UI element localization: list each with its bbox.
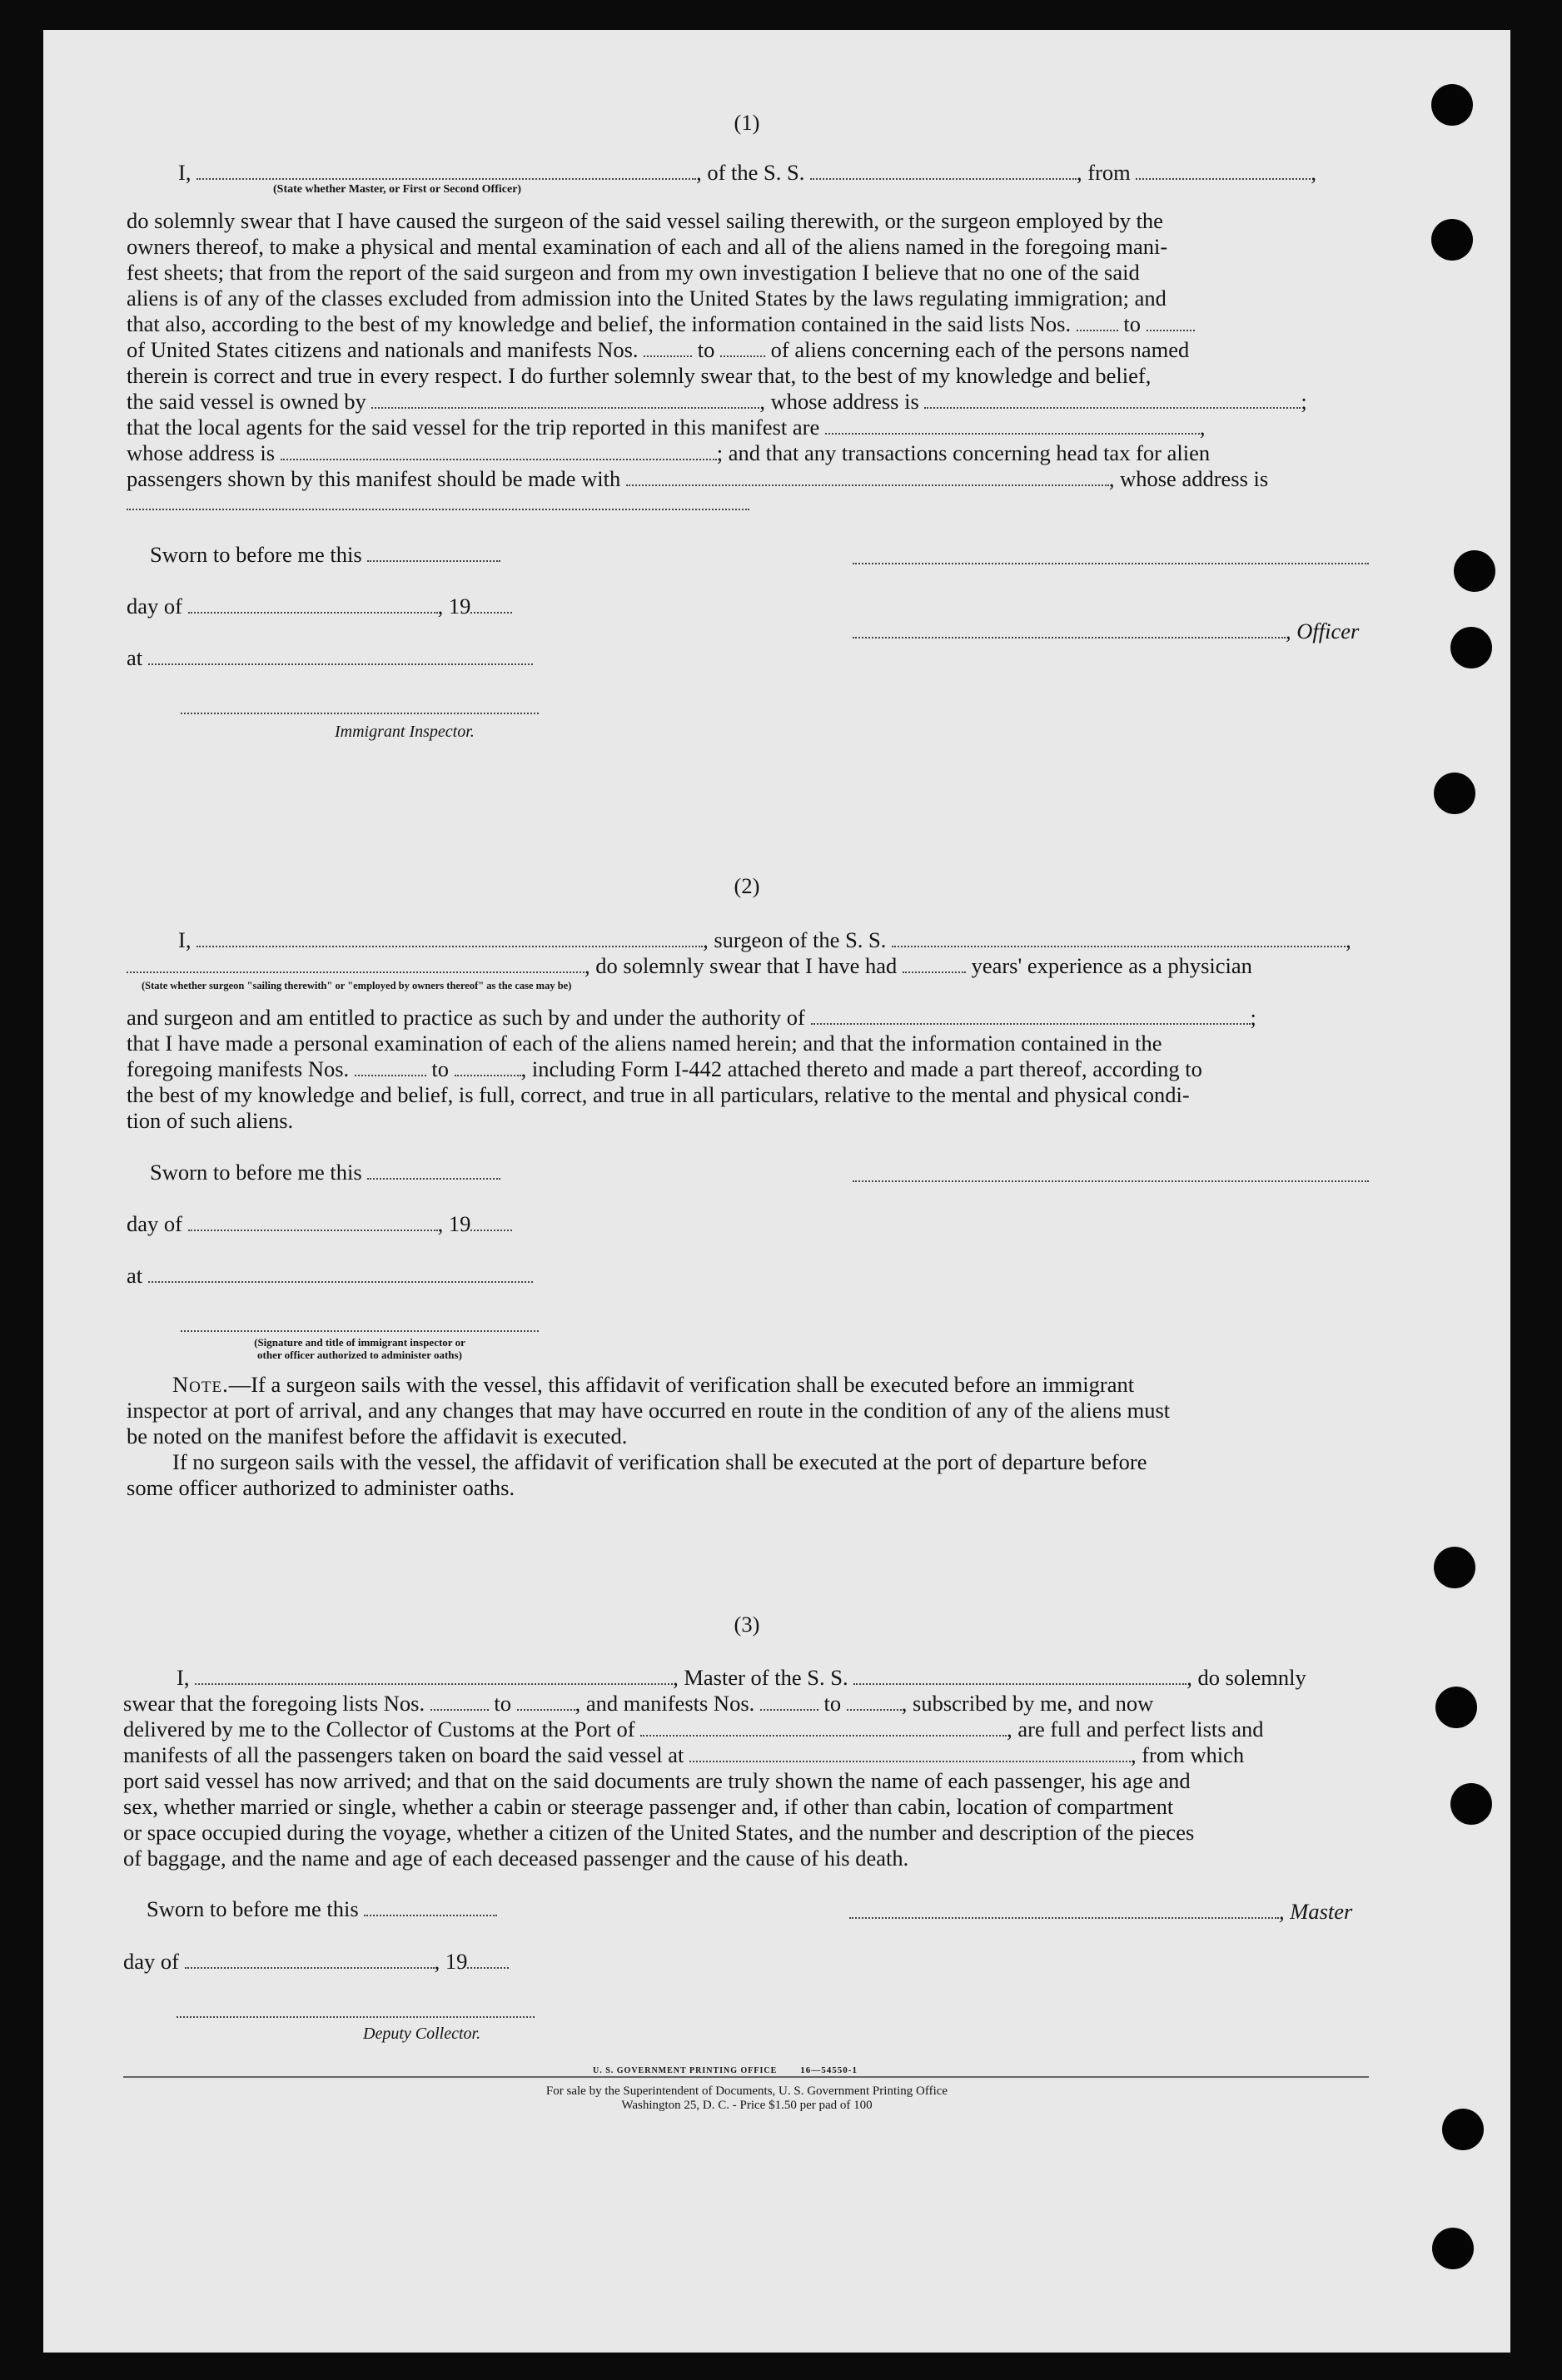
s3-year-field[interactable] <box>467 1949 509 1969</box>
agents-address-field[interactable] <box>281 440 717 460</box>
surgeon-name-field[interactable] <box>196 927 703 947</box>
s2-sworn: Sworn to before me this <box>150 1160 500 1185</box>
s1-para-line: therein is correct and true in every respect. I do further solemnly swear that, to the best of my knowledge and belief, <box>127 363 1152 388</box>
s3-sworn: Sworn to before me this <box>147 1896 497 1922</box>
s1-para-line: that also, according to the best of my knowledge and belief, the information contained in the said lists Nos. to <box>127 311 1195 337</box>
punch-hole-icon <box>1434 1547 1475 1588</box>
s1-sworn-date-field[interactable] <box>367 542 500 562</box>
punch-hole-icon <box>1434 773 1475 814</box>
s2-line2: , do solemnly swear that I have had years' experience as a physician <box>127 953 1252 979</box>
s2-manifests-to-field[interactable] <box>455 1056 521 1076</box>
s2-day-of: day of , 19 <box>127 1211 512 1237</box>
s3-day-of: day of , 19 <box>123 1949 509 1975</box>
s3-vessel-name-field[interactable] <box>853 1665 1186 1685</box>
s2-para-line: tion of such aliens. <box>127 1108 294 1133</box>
section-2-number: (2) <box>734 873 760 898</box>
punch-hole-icon <box>1450 1783 1492 1825</box>
s1-at-field[interactable] <box>148 645 533 665</box>
manifests-to-field[interactable] <box>720 337 765 357</box>
officer-rank-note: (State whether Master, or First or Second Officer) <box>273 183 522 196</box>
s2-month-field[interactable] <box>188 1211 438 1231</box>
s1-para-line: passengers shown by this manifest should be made with , whose address is <box>127 466 1269 491</box>
punch-hole-icon <box>1435 1687 1477 1728</box>
owner-name-field[interactable] <box>371 389 759 409</box>
head-tax-contact-field[interactable] <box>626 466 1109 486</box>
s3-para-line: delivered by me to the Collector of Customs at the Port of , are full and perfect lists and <box>123 1717 1264 1742</box>
s1-at: at <box>127 645 533 671</box>
s1-para-line: of United States citizens and nationals and manifests Nos. to of aliens concerning each of the persons named <box>127 337 1190 362</box>
punch-hole-icon <box>1450 627 1492 668</box>
s3-para-line: port said vessel has now arrived; and that on the said documents are truly shown the name of each passenger, his age and <box>123 1768 1191 1793</box>
s2-note-line: If no surgeon sails with the vessel, the affidavit of verification shall be executed at the port of departure before <box>172 1449 1147 1474</box>
s3-para-line: manifests of all the passengers taken on board the said vessel at , from which <box>123 1742 1245 1767</box>
s2-at: at <box>127 1263 533 1289</box>
s3-lists-from-field[interactable] <box>430 1691 489 1711</box>
punch-hole-icon <box>1442 2109 1484 2150</box>
lists-from-field[interactable] <box>1077 311 1118 331</box>
section-1-number: (1) <box>734 110 760 135</box>
s1-sworn: Sworn to before me this <box>150 542 500 568</box>
s2-inspector-signature-line[interactable] <box>181 1330 539 1332</box>
punch-hole-icon <box>1454 550 1495 592</box>
s2-note-line: inspector at port of arrival, and any changes that may have occurred en route in the condition of any of the aliens must <box>127 1398 1171 1423</box>
s3-para-line: sex, whether married or single, whether a cabin or steerage passenger and, if other than cabin, location of compartment <box>123 1794 1174 1819</box>
s3-lists-to-field[interactable] <box>517 1691 575 1711</box>
s1-day-of: day of , 19 <box>127 594 512 619</box>
s3-sworn-date-field[interactable] <box>364 1896 497 1916</box>
s1-para-line: aliens is of any of the classes excluded from admission into the United States by the laws regulating immigration; and <box>127 286 1167 311</box>
s2-para-line: that I have made a personal examination of each of the aliens named herein; and that the information contained in the <box>127 1031 1162 1056</box>
s2-manifests-from-field[interactable] <box>355 1056 426 1076</box>
punch-hole-icon <box>1431 219 1473 261</box>
s1-para-line: owners thereof, to make a physical and mental examination of each and all of the aliens named in the foregoing mani- <box>127 234 1168 259</box>
s1-para-line: whose address is ; and that any transactions concerning head tax for alien <box>127 440 1211 465</box>
master-name-field[interactable] <box>195 1665 673 1685</box>
s3-month-field[interactable] <box>185 1949 435 1969</box>
s3-deputy-label: Deputy Collector. <box>363 2025 481 2043</box>
s2-para-line: the best of my knowledge and belief, is full, correct, and true in all particulars, relative to the mental and physical condi- <box>127 1082 1190 1107</box>
s3-master-line: , Master <box>849 1899 1352 1925</box>
embarkation-port-field[interactable] <box>689 1742 1131 1762</box>
local-agents-field[interactable] <box>825 415 1200 435</box>
s1-para-line: that the local agents for the said vessel for the trip reported in this manifest are , <box>127 415 1206 440</box>
s2-vessel-name-field[interactable] <box>892 927 1346 947</box>
form-page <box>43 30 1510 2353</box>
port-field[interactable] <box>640 1717 1007 1737</box>
s3-manifests-from-field[interactable] <box>760 1691 818 1711</box>
s1-inspector-signature-line[interactable] <box>181 713 539 714</box>
punch-hole-icon <box>1432 2228 1474 2269</box>
s1-para-line: the said vessel is owned by , whose address is ; <box>127 389 1307 414</box>
s2-note-line: some officer authorized to administer oaths. <box>127 1475 515 1500</box>
s3-para-line: of baggage, and the name and age of each deceased passenger and the cause of his death. <box>123 1846 909 1871</box>
sale-notice-1: For sale by the Superintendent of Documents, U. S. Government Printing Office <box>545 2084 948 2098</box>
officer-rank-field[interactable] <box>196 160 696 180</box>
manifests-from-field[interactable] <box>644 337 692 357</box>
s1-para-line: do solemnly swear that I have caused the surgeon of the said vessel sailing therewith, or the surgeon employed by the <box>127 208 1163 233</box>
s2-sworn-date-field[interactable] <box>367 1160 500 1180</box>
note-label: Note. <box>172 1372 229 1397</box>
surgeon-type-note: (State whether surgeon "sailing therewith" or "employed by owners thereof" as the case may be) <box>142 980 572 991</box>
s2-sig-caption-1: (Signature and title of immigrant inspector or <box>254 1336 465 1349</box>
sale-notice-2: Washington 25, D. C. - Price $1.50 per pad of 100 <box>621 2099 873 2112</box>
s2-year-field[interactable] <box>470 1211 512 1231</box>
s3-line1: I, , Master of the S. S. , do solemnly <box>177 1665 1306 1690</box>
head-tax-address-field[interactable] <box>127 509 749 510</box>
s3-para-line: swear that the foregoing lists Nos. to , and manifests Nos. to , subscribed by me, and now <box>123 1691 1154 1716</box>
s1-inspector-label: Immigrant Inspector. <box>335 723 475 741</box>
s1-para-line: fest sheets; that from the report of the said surgeon and from my own investigation I believe that no one of the said <box>127 260 1140 285</box>
s2-sig-caption-2: other officer authorized to administer oaths) <box>257 1349 462 1361</box>
s3-master-signature-field[interactable] <box>849 1899 1279 1919</box>
footer-rule <box>123 2076 1369 2078</box>
surgeon-type-field[interactable] <box>127 953 585 973</box>
s2-at-field[interactable] <box>148 1263 533 1283</box>
s1-year-field[interactable] <box>470 594 512 614</box>
s2-note-line: be noted on the manifest before the affidavit is executed. <box>127 1424 628 1448</box>
s3-deputy-signature-line[interactable] <box>177 2016 535 2018</box>
s1-month-field[interactable] <box>188 594 438 614</box>
s3-para-line: or space occupied during the voyage, whether a citizen of the United States, and the number and description of the pieces <box>123 1820 1195 1845</box>
section-3-number: (3) <box>734 1612 760 1637</box>
s2-note-line: Note.—If a surgeon sails with the vessel, this affidavit of verification shall be executed before an immigrant <box>172 1372 1135 1397</box>
years-experience-field[interactable] <box>903 953 966 973</box>
s2-para-line: foregoing manifests Nos. to , including Form I-442 attached thereto and made a part thereof, according to <box>127 1056 1202 1081</box>
lists-to-field[interactable] <box>1147 311 1195 331</box>
owner-address-field[interactable] <box>924 389 1301 409</box>
s1-signature-line[interactable] <box>853 563 1369 564</box>
s2-signature-line[interactable] <box>853 1180 1369 1182</box>
s1-officer-field[interactable] <box>853 619 1286 638</box>
printer-mark: U. S. GOVERNMENT PRINTING OFFICE 16—54550-1 <box>593 2065 858 2075</box>
s1-officer-line: , Officer <box>853 619 1359 644</box>
s2-line1: I, , surgeon of the S. S. , <box>178 927 1351 952</box>
s3-manifests-to-field[interactable] <box>847 1691 902 1711</box>
s1-line1: I, , of the S. S. , from , <box>178 160 1317 185</box>
s2-para-line: and surgeon and am entitled to practice as such by and under the authority of ; <box>127 1005 1256 1030</box>
vessel-name-field[interactable] <box>810 160 1077 180</box>
practice-authority-field[interactable] <box>811 1005 1251 1025</box>
from-port-field[interactable] <box>1136 160 1311 180</box>
